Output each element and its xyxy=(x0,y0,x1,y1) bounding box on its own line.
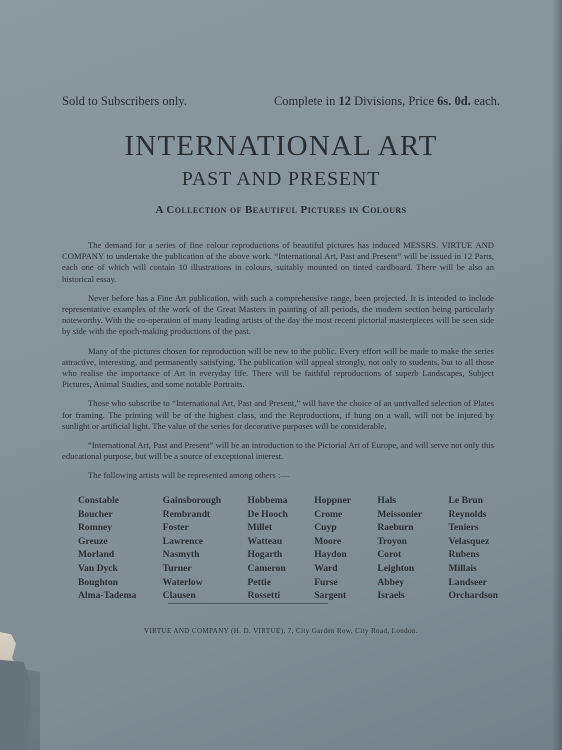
artist-name: Rossetti xyxy=(247,590,281,602)
artist-name: Cuyp xyxy=(314,522,337,534)
artist-name: Leighton xyxy=(377,562,415,574)
artist-name: Cameron xyxy=(247,562,286,574)
artist-name: Velasquez xyxy=(448,535,490,547)
artist-name: Ward xyxy=(314,562,338,574)
artist-name: Raeburn xyxy=(377,522,414,534)
artist-name: Millais xyxy=(448,562,477,574)
page-edge-shadow xyxy=(552,0,562,750)
artist-name: Reynolds xyxy=(448,508,487,520)
main-title: INTERNATIONAL ART xyxy=(124,130,438,162)
divider-rule xyxy=(168,603,328,604)
artist-column xyxy=(163,494,221,603)
paragraph-introduction: “International Art, Past and Present” will be an introduction to the Pictorial Art of Europe, and will serve not only this educational purpose, but will be a source of exceptional interest. xyxy=(62,440,494,462)
artist-name: Alma-Tadema xyxy=(78,590,137,602)
artist-name: Crome xyxy=(314,508,343,520)
artist-name: Corot xyxy=(377,549,402,561)
paragraph-plates: Those who subscribe to “International Art, Past and Present,” will have the choice of an unrivalled selection of Plates for framing. The printing will be of the highest class, and the Reproductions, if hung on a wall, will not be injured by sunlight or artificial light. The value of the series for decorative purposes will be considerable. xyxy=(62,398,494,431)
paragraph-artists-lead: The following artists will be represented among others :— xyxy=(88,470,289,481)
artist-name: Gainsborough xyxy=(162,495,222,506)
artist-name: Boucher xyxy=(78,508,113,520)
artist-name: Clausen xyxy=(162,590,196,602)
artist-name: Moore xyxy=(314,535,342,547)
artist-name: Romney xyxy=(78,522,113,534)
artist-name: De Hooch xyxy=(247,508,288,520)
artist-name: Haydon xyxy=(314,549,347,561)
artist-name: Israels xyxy=(377,590,405,602)
price-pence: 0d. xyxy=(454,94,471,108)
artist-name: Watteau xyxy=(247,535,283,547)
body-text xyxy=(62,240,494,490)
artist-name: Furse xyxy=(314,576,338,588)
artist-name: Hals xyxy=(377,495,397,506)
artists-list xyxy=(78,494,498,603)
artist-column xyxy=(377,494,422,603)
artist-name: Le Brun xyxy=(448,495,483,506)
artist-name: Pettie xyxy=(247,576,271,588)
artist-name: Morland xyxy=(78,549,115,561)
artist-column xyxy=(78,494,136,603)
artist-name: Turner xyxy=(162,562,192,574)
artist-name: Rembrandt xyxy=(162,508,211,520)
artist-name: Orchardson xyxy=(448,590,498,602)
price-note: Complete in 12 Divisions, Price 6s. 0d. each. xyxy=(273,94,500,108)
artist-name: Sargent xyxy=(314,590,347,602)
paragraph-appeal: Many of the pictures chosen for reproduction will be new to the public. Every effort will be made to make the series attractive, interesting, and permanently satisfying. The publication will appeal strongly, not only to students, but to all those who realise the importance of Art in everyday life. There will be faithful reproductions of superb Landscapes, Subject Pictures, Animal Studies, and some notable Portraits. xyxy=(62,345,494,390)
artist-column xyxy=(449,494,498,603)
divisions-count: 12 xyxy=(338,94,352,108)
subscribers-note: Sold to Subscribers only. xyxy=(62,94,187,108)
artist-name: Greuze xyxy=(78,535,108,547)
artist-name: Hobbema xyxy=(247,495,288,506)
artist-column xyxy=(314,494,351,603)
price-shillings: 6s. xyxy=(437,94,452,108)
artist-name: Hogarth xyxy=(247,549,283,561)
artist-name: Foster xyxy=(162,522,189,534)
artist-name: Nasmyth xyxy=(162,549,200,561)
subtitle: PAST AND PRESENT xyxy=(181,168,381,190)
artist-name: Landseer xyxy=(448,576,487,588)
artist-name: Rubens xyxy=(448,549,480,561)
artist-name: Millet xyxy=(247,522,273,534)
artist-name: Abbey xyxy=(377,576,405,588)
artist-name: Meissonier xyxy=(377,508,423,520)
artist-name: Van Dyck xyxy=(78,562,118,574)
paragraph-intro: The demand for a series of fine colour reproductions of beautiful pictures has induced MESSRS. VIRTUE AND COMPANY to undertake the publication of the above work. “International Art, Past and Present” will be issued in 12 Parts, each one of which will contain 10 illustrations in colours, suitably mounted on tinted cardboard. There will be also an historical essay. xyxy=(62,240,494,284)
paragraph-scope: Never before has a Fine Art publication, with such a comprehensive range, been projected. It is intended to include representative examples of the work of the Great Masters in painting of all periods, the modern section being particularly noteworthy. With the co-operation of many leading artists of the day the most recent pictorial masterpieces will be seen side by side with the epoch-making productions of the past. xyxy=(62,292,494,337)
artist-name: Hoppner xyxy=(314,495,351,506)
publisher-footer: VIRTUE AND COMPANY (H. D. VIRTUE), 7, City Garden Row, City Road, London. xyxy=(143,627,418,635)
artist-name: Constable xyxy=(78,495,120,506)
artist-column xyxy=(248,494,288,603)
artist-name: Waterlow xyxy=(162,576,203,588)
artist-name: Boughton xyxy=(78,576,118,588)
artist-name: Lawrence xyxy=(162,535,203,547)
subscription-line xyxy=(62,94,500,109)
artist-name: Teniers xyxy=(448,522,479,534)
tagline: A Collection of Beautiful Pictures in Colours xyxy=(155,204,407,216)
artist-name: Troyon xyxy=(377,535,407,547)
